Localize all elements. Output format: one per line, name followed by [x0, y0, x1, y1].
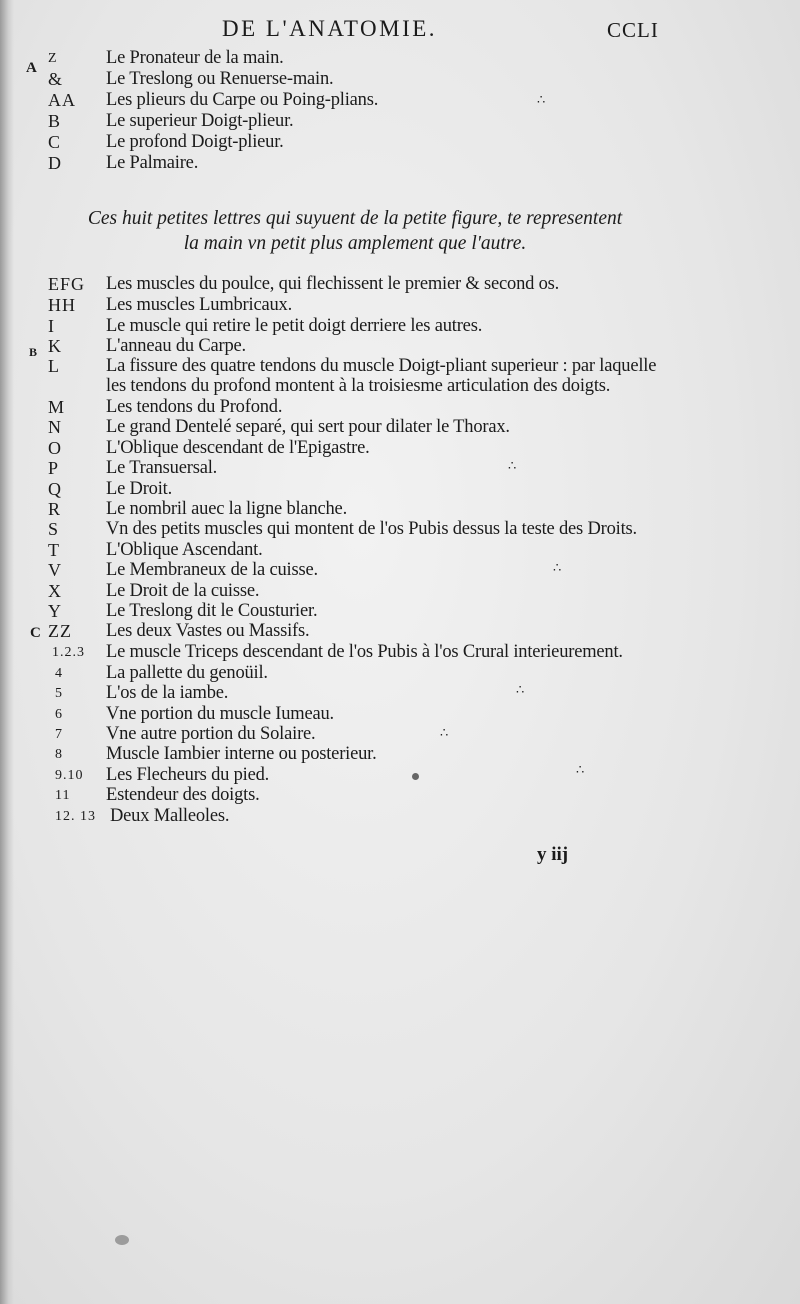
running-head: DE L'ANATOMIE.	[222, 16, 438, 41]
entry-text: Le Pronateur de la main.	[106, 48, 284, 68]
entry-key: S	[48, 519, 60, 539]
entry-text: Vne portion du muscle Iumeau.	[106, 704, 334, 724]
entry-key: AA	[48, 90, 76, 110]
entry-key: C	[48, 132, 62, 152]
entry-text: Le Membraneux de la cuisse.	[106, 560, 318, 580]
entry-key: N	[48, 417, 62, 437]
entry-key: Y	[48, 601, 62, 621]
entry-key: ZZ	[48, 621, 72, 641]
triple-dot-ornament-icon: ∴	[537, 92, 546, 107]
entry-text: Muscle Iambier interne ou posterieur.	[106, 744, 377, 764]
page-gutter-shadow	[0, 0, 14, 1304]
entry-key: 7	[55, 727, 63, 742]
caption-line-1: Ces huit petites lettres qui suyuent de la petite figure, te representent	[87, 208, 623, 229]
entry-text: Le muscle qui retire le petit doigt derriere les autres.	[106, 316, 483, 336]
entry-key: K	[48, 336, 62, 356]
entry-text: Les muscles du poulce, qui flechissent le premier & second os.	[106, 274, 560, 294]
entry-text: Les Flecheurs du pied.	[106, 765, 270, 785]
entry-key: 6	[55, 707, 63, 722]
entry-key: Q	[48, 479, 62, 499]
entry-text: La pallette du genoüil.	[106, 663, 268, 683]
ink-smudge	[115, 1235, 129, 1245]
entry-text: Les plieurs du Carpe ou Poing-plians.	[106, 90, 379, 110]
caption-line-2: la main vn petit plus amplement que l'autre.	[183, 233, 527, 254]
entry-text: La fissure des quatre tendons du muscle Doigt-pliant superieur : par laquelle les tendons du profond montent à la troisiesme articulation des doigts.	[106, 356, 657, 396]
entry-text: Le Transuersal.	[106, 458, 218, 478]
entry-text: Les deux Vastes ou Massifs.	[106, 621, 310, 641]
margin-letter-b: B	[29, 345, 38, 359]
entry-text: Le nombril auec la ligne blanche.	[106, 499, 347, 519]
entry-text: Le Palmaire.	[106, 153, 199, 173]
entry-key: &	[48, 69, 64, 89]
entry-text: Le Droit de la cuisse.	[106, 581, 260, 601]
entry-key: T	[48, 540, 60, 560]
entry-key: D	[48, 153, 62, 173]
entry-text: L'os de la iambe.	[106, 683, 229, 703]
folio-number: CCLI	[607, 18, 659, 42]
entry-key: R	[48, 499, 62, 519]
triple-dot-ornament-icon: ∴	[508, 458, 517, 473]
entry-text: Estendeur des doigts.	[106, 785, 260, 805]
triple-dot-ornament-icon: ∴	[576, 762, 585, 777]
entry-text: Vn des petits muscles qui montent de l'os Pubis dessus la teste des Droits.	[106, 519, 637, 539]
entry-key: 4	[55, 666, 63, 681]
entry-text: Les muscles Lumbricaux.	[106, 295, 293, 315]
entry-key: 12. 13	[55, 809, 96, 824]
entry-text: L'Oblique Ascendant.	[106, 540, 263, 560]
entry-text: Vne autre portion du Solaire.	[106, 724, 316, 744]
triple-dot-ornament-icon: ∴	[553, 560, 562, 575]
entry-text: Le grand Dentelé separé, qui sert pour dilater le Thorax.	[106, 417, 510, 437]
entry-key: 1.2.3	[52, 645, 85, 660]
margin-letter-c: C	[30, 625, 41, 641]
entry-text: Le profond Doigt-plieur.	[106, 132, 284, 152]
entry-text: Le Treslong ou Renuerse-main.	[106, 69, 334, 89]
entry-key: 5	[55, 686, 63, 701]
triple-dot-ornament-icon: ∴	[516, 682, 525, 697]
entry-text: L'anneau du Carpe.	[106, 336, 246, 356]
entry-key: V	[48, 560, 62, 580]
entry-text: Le Treslong dit le Cousturier.	[106, 601, 318, 621]
entry-key: P	[48, 458, 60, 478]
entry-key: 11	[55, 788, 71, 803]
entry-key: 9.10	[55, 768, 84, 783]
entry-key: M	[48, 397, 66, 417]
entry-key: Z	[48, 51, 58, 66]
entry-key: O	[48, 438, 62, 458]
entry-key: B	[48, 111, 62, 131]
margin-letter-a: A	[26, 60, 37, 76]
entry-text: Le Droit.	[106, 479, 173, 499]
entry-text: Deux Malleoles.	[110, 806, 230, 826]
triple-dot-ornament-icon: ∴	[440, 725, 449, 740]
entry-key: 8	[55, 747, 63, 762]
entry-text: L'Oblique descendant de l'Epigastre.	[106, 438, 370, 458]
printer-signature: y iij	[537, 844, 569, 865]
entry-key: X	[48, 581, 62, 601]
entry-key: EFG	[48, 274, 86, 294]
entry-text: Le muscle Triceps descendant de l'os Pubis à l'os Crural interieurement.	[106, 642, 623, 662]
entry-key: L	[48, 356, 60, 376]
entry-key: I	[48, 316, 55, 336]
entry-text: Les tendons du Profond.	[106, 397, 283, 417]
ink-smudge	[412, 773, 419, 780]
entry-text: Le superieur Doigt-plieur.	[106, 111, 294, 131]
entry-key: HH	[48, 295, 76, 315]
